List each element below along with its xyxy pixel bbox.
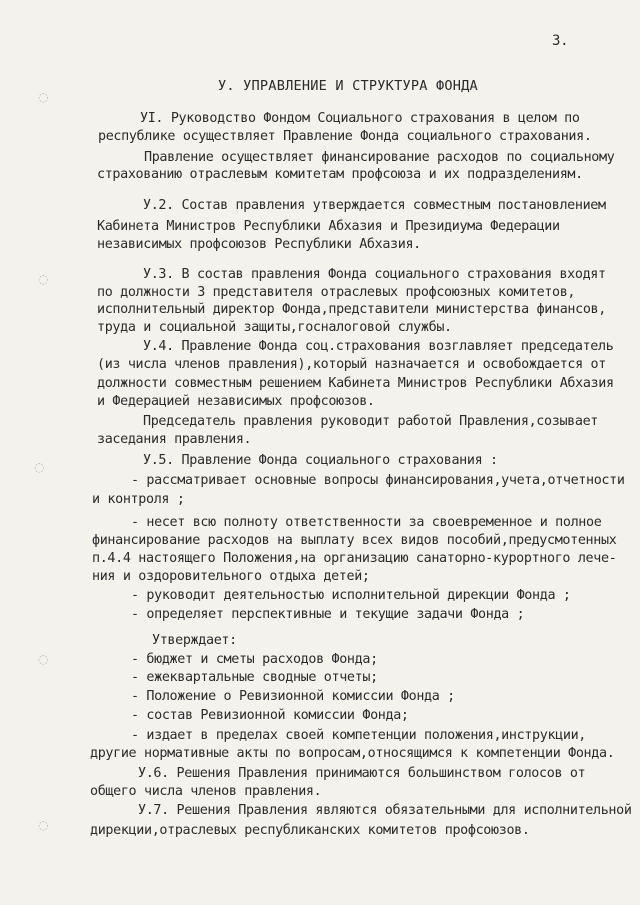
- text-line: У.6. Решения Правления принимаются большинством голосов от: [138, 766, 586, 781]
- text-line: - ежеквартальные сводные отчеты;: [131, 670, 378, 685]
- text-line: п.4.4 настоящего Положения,на организацию санаторно-курортного лече-: [92, 551, 617, 566]
- text-line: - Положение о Ревизионной комиссии Фонда ;: [131, 689, 455, 704]
- text-line: У.7. Решения Правления являются обязательными для исполнительной: [138, 803, 632, 818]
- section-title: У. УПРАВЛЕНИЕ И СТРУКТУРА ФОНДА: [218, 78, 478, 94]
- text-line: должности совместным решением Кабинета Министров Республики Абхазия: [97, 376, 614, 391]
- text-line: дирекции,отраслевых республиканских комитетов профсоюзов.: [90, 823, 530, 838]
- text-line: - бюджет и сметы расходов Фонда;: [131, 652, 378, 667]
- text-line: У.4. Правление Фонда соц.страхования возглавляет председатель: [143, 339, 614, 354]
- text-line: исполнительный директор Фонда,представители министерства финансов,: [97, 302, 606, 317]
- text-line: У.5. Правление Фонда социального страхования :: [143, 453, 498, 468]
- text-line: (из числа членов правления),который назначается и освобождается от: [97, 357, 606, 372]
- text-line: Кабинета Министров Республики Абхазия и Президиума Федерации: [97, 219, 560, 234]
- text-line: Правление осуществляет финансирование расходов по социальному: [144, 150, 615, 165]
- text-line: - определяет перспективные и текущие задачи Фонда ;: [131, 607, 525, 622]
- text-line: по должности 3 представителя отраслевых профсоюзных комитетов,: [97, 285, 576, 300]
- text-line: страхованию отраслевым комитетам профсоюза и их подразделениям.: [97, 167, 583, 182]
- text-line: У.2. Состав правления утверждается совместным постановлением: [143, 198, 606, 213]
- binding-hole-mark: ◌: [38, 652, 49, 666]
- text-line: и контроля ;: [92, 492, 185, 507]
- text-line: - несет всю полноту ответственности за своевременное и полное: [131, 515, 602, 530]
- text-line: республике осуществляет Правление Фонда социального страхования.: [98, 129, 592, 144]
- text-line: труда и социальной защиты,госналоговой службы.: [97, 320, 452, 335]
- binding-hole-mark: ◌: [38, 90, 49, 104]
- text-line: другие нормативные акты по вопросам,относящимся к компетенции Фонда.: [90, 746, 615, 761]
- text-line: - рассматривает основные вопросы финансирования,учета,отчетности: [131, 473, 625, 488]
- text-line: У.3. В состав правления Фонда социального страхования входят: [143, 267, 606, 282]
- text-line: УI. Руководство Фондом Социального страхования в целом по: [140, 111, 580, 126]
- text-line: ния и оздоровительного отдыха детей;: [92, 569, 370, 584]
- text-line: общего числа членов правления.: [90, 784, 322, 799]
- text-line: заседания правления.: [97, 432, 252, 447]
- text-line: финансирование расходов на выплату всех видов пособий,предусмотенных: [92, 533, 617, 548]
- text-line: независимых профсоюзов Республики Абхазия.: [97, 237, 421, 252]
- binding-hole-mark: ◌: [34, 460, 45, 474]
- text-line: - издает в пределах своей компетенции положения,инструкции,: [131, 728, 586, 743]
- text-line: Утверждает:: [152, 633, 237, 648]
- text-line: Председатель правления руководит работой Правления,созывает: [143, 414, 598, 429]
- binding-hole-mark: ◌: [38, 272, 49, 286]
- page-number: 3.: [552, 33, 569, 49]
- text-line: - руководит деятельностью исполнительной дирекции Фонда ;: [131, 588, 571, 603]
- text-line: и Федерацией независимых профсоюзов.: [97, 394, 375, 409]
- text-line: - состав Ревизионной комиссии Фонда;: [131, 708, 409, 723]
- binding-hole-mark: ◌: [38, 818, 49, 832]
